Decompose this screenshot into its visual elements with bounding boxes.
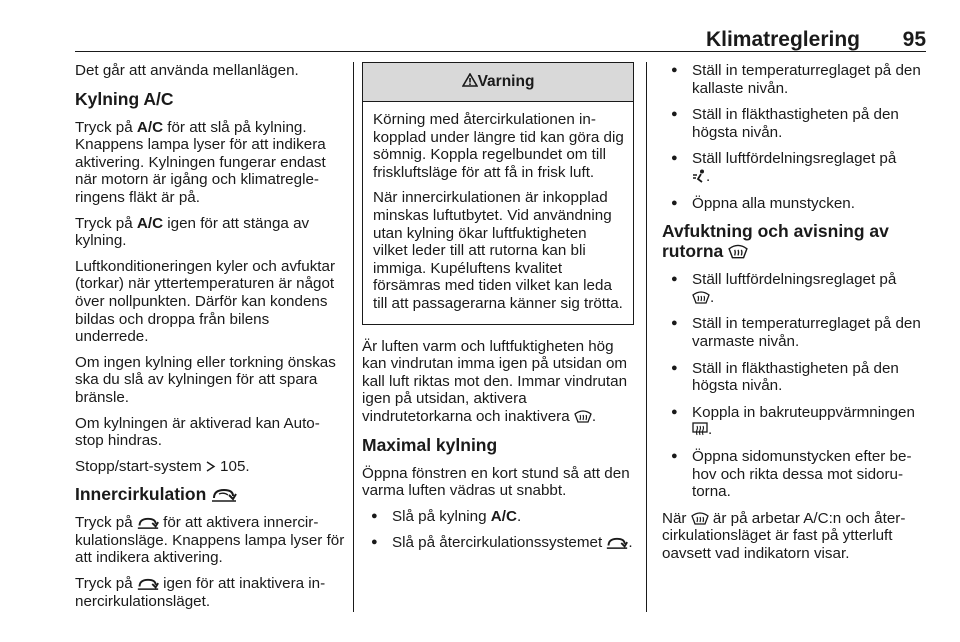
- list-item: ● Slå på återcirkulationssystemet .: [362, 534, 634, 552]
- cooling-paragraph-6: Stopp/start-system 105.: [75, 457, 250, 475]
- page-number: 95: [902, 28, 926, 51]
- intro-text: Det går att använda mellanlägen.: [75, 62, 299, 79]
- column-divider-2: [646, 62, 647, 612]
- list-item: ● Öppna alla munstycken.: [662, 195, 928, 213]
- max-cooling-list: [362, 508, 634, 552]
- reference-arrow-icon: [206, 458, 216, 475]
- cooling-paragraph-1: Tryck på A/C för att slå på kylning. Knappens lampa lyser för att indikera aktivering. Kylningen fungerar endast när motorn är igång och klimatregleringens fläkt är på.: [75, 118, 326, 206]
- list-item: ● Ställ in temperaturreglaget på den kallaste nivån.: [662, 62, 928, 97]
- defrost-note-paragraph: När är på arbetar A/C:n och återcirkulationsläget är fast på ytterluft oavsett vad indikatorn visar.: [662, 509, 906, 562]
- recirculation-paragraph-1: Tryck på för att aktivera innercirkulationsläge. Knappens lampa lyser för att indikera aktivering.: [75, 514, 345, 567]
- windscreen-defrost-icon: [574, 409, 592, 423]
- list-item: ● Ställ in temperaturreglaget på den varmaste nivån.: [662, 315, 928, 350]
- column-1: [75, 62, 345, 618]
- max-cooling-paragraph: Öppna fönstren en kort stund så att den varma luften vädras ut snabbt.: [362, 464, 630, 500]
- page-reference[interactable]: 105.: [215, 457, 250, 475]
- heading-recirculation: Innercirkulation: [75, 484, 345, 504]
- recirculation-icon: [137, 517, 159, 529]
- defrost-list: [662, 271, 928, 501]
- warning-body: [363, 102, 633, 324]
- list-item: ● Ställ in fläkthastigheten på den högsta nivån.: [662, 106, 928, 141]
- recirculation-icon: [606, 537, 628, 549]
- column-2: [362, 62, 634, 561]
- heading-cooling: Kylning A/C: [75, 88, 174, 109]
- cooling-paragraph-4: Om ingen kylning eller torkning önskas ska du slå av kylningen för att spara bränsle.: [75, 353, 336, 406]
- cooling-paragraph-2: Tryck på A/C igen för att stänga av kylning.: [75, 214, 310, 250]
- windscreen-defrost-icon: [728, 243, 748, 259]
- page-header: [75, 28, 926, 50]
- warning-title: Varning: [477, 73, 535, 90]
- list-item: ● Ställ luftfördelningsreglaget på .: [662, 150, 928, 185]
- column-divider-1: [353, 62, 354, 612]
- recirculation-paragraph-2: Tryck på igen för att inaktivera innercirkulationsläget.: [75, 575, 326, 610]
- warning-triangle-icon: [462, 73, 478, 90]
- rear-window-heating-icon: [692, 422, 708, 436]
- recirculation-icon: [211, 488, 237, 502]
- warning-paragraph-2: När innercirkulationen är inkopplad minskas luftutbytet. Vid användning utan kylning ökar luftfuktigheten vilket leder till att rutorna kan bli immiga. Kupéluftens kvalitet försämras med tiden vilket kan leda till att passagerarna känner sig trötta.: [373, 189, 623, 312]
- page-title: Klimatreglering: [705, 28, 860, 51]
- list-item: ● Ställ luftfördelningsreglaget på .: [662, 271, 928, 306]
- recirculation-icon: [137, 578, 159, 590]
- list-item: ● Slå på kylning A/C.: [362, 508, 634, 526]
- windscreen-defrost-icon: [691, 511, 709, 525]
- ac-button-label: A/C: [490, 507, 517, 525]
- header-rule: [75, 51, 926, 52]
- heading-max-cooling: Maximal kylning: [362, 434, 498, 455]
- cooling-paragraph-5: Om kylningen är aktiverad kan Auto-stop hindras.: [75, 414, 320, 450]
- warning-paragraph-1: Körning med återcirkulationen inkopplad under längre tid kan göra dig sömnig. Koppla regelbundet om till friskluftsläge för att få in frisk luft.: [373, 111, 624, 181]
- list-item: ● Koppla in bakruteuppvärmningen .: [662, 404, 928, 439]
- max-cooling-steps-list: [662, 62, 928, 212]
- list-item: ● Öppna sidomunstycken efter behov och rikta dessa mot sidorutorna.: [662, 448, 928, 501]
- windscreen-defrost-icon: [692, 290, 710, 304]
- warning-header: [363, 63, 633, 102]
- cooling-paragraph-3: Luftkonditioneringen kyler och avfuktar (torkar) när yttertemperaturen är något över nollpunkten. Därför kan kondens bildas och droppa från bilens underrede.: [75, 257, 336, 346]
- warm-air-paragraph: Är luften varm och luftfuktigheten hög kan vindrutan imma igen på utsidan om kall luft riktas mot den. Immar vindrutan igen på utsidan, aktivera vindrutetorkarna och inaktivera .: [362, 337, 628, 425]
- ac-button-label: A/C: [136, 118, 164, 136]
- column-3: [662, 62, 928, 570]
- air-distribution-face-icon: [692, 169, 706, 183]
- ac-button-label: A/C: [136, 214, 164, 232]
- heading-defrost: Avfuktning och avisning av rutorna: [662, 221, 889, 262]
- list-item: ● Ställ in fläkthastigheten på den högsta nivån.: [662, 360, 928, 395]
- warning-box: [362, 62, 634, 325]
